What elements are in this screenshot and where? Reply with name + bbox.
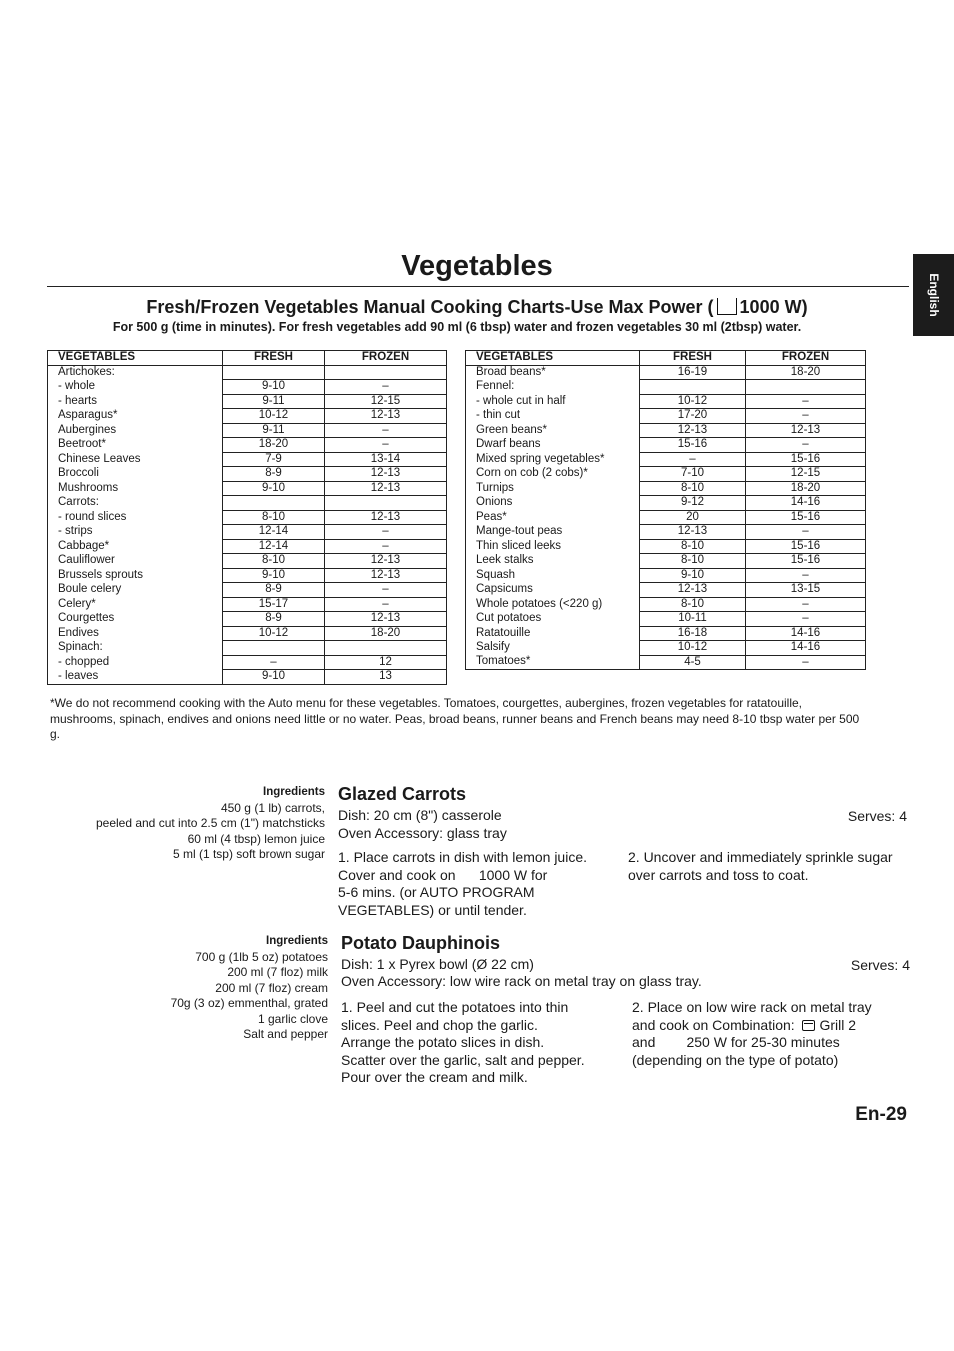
cell-fresh: 8-10 xyxy=(640,597,746,612)
ingredient-item: peeled and cut into 2.5 cm (1") matchsticks xyxy=(95,816,325,830)
cell-name: Onions xyxy=(466,496,640,511)
table-row xyxy=(466,423,866,438)
cell-name: Brussels sprouts xyxy=(48,568,223,583)
cell-frozen: – xyxy=(746,597,866,612)
cell-frozen xyxy=(746,380,866,395)
cell-frozen: 18-20 xyxy=(325,626,447,641)
table-row xyxy=(466,525,866,540)
table-row xyxy=(48,539,447,554)
table-row xyxy=(466,467,866,482)
col-header-vegetables: VEGETABLES xyxy=(48,351,223,366)
cell-name: Asparagus* xyxy=(48,409,223,424)
table-row xyxy=(48,496,447,511)
cell-frozen xyxy=(325,641,447,656)
cell-fresh: 8-9 xyxy=(223,583,325,598)
step-line: VEGETABLES) or until tender. xyxy=(338,901,527,918)
cell-frozen: – xyxy=(325,525,447,540)
cell-name: - leaves xyxy=(48,670,223,685)
cell-fresh: 9-10 xyxy=(640,568,746,583)
cell-fresh: 8-10 xyxy=(640,539,746,554)
grill-icon xyxy=(802,1020,815,1031)
cell-frozen: 14-16 xyxy=(746,496,866,511)
cell-name: Mixed spring vegetables* xyxy=(466,452,640,467)
cell-name: Whole potatoes (<220 g) xyxy=(466,597,640,612)
language-tab xyxy=(913,254,954,336)
cell-name: Cauliflower xyxy=(48,554,223,569)
ingredient-item: 60 ml (4 tbsp) lemon juice xyxy=(187,831,325,846)
cell-frozen: 12-13 xyxy=(325,568,447,583)
cell-frozen: 18-20 xyxy=(746,481,866,496)
ingredient-item: Salt and pepper xyxy=(243,1027,328,1041)
cell-name: - round slices xyxy=(48,510,223,525)
step-line: 2. Uncover and immediately sprinkle sugar xyxy=(628,849,893,865)
step-line: over carrots and toss to coat. xyxy=(628,866,809,883)
cell-name: Mushrooms xyxy=(48,481,223,496)
cell-name: - hearts xyxy=(48,394,223,409)
cell-fresh: 12-13 xyxy=(640,423,746,438)
cell-name: Ratatouille xyxy=(466,626,640,641)
cell-fresh: 18-20 xyxy=(223,438,325,453)
table-row xyxy=(466,394,866,409)
table-row xyxy=(48,394,447,409)
potatoes-serves: Serves: 4 xyxy=(850,957,910,973)
cell-frozen: – xyxy=(325,597,447,612)
cell-name: Chinese Leaves xyxy=(48,452,223,467)
cell-name: Cabbage* xyxy=(48,539,223,554)
cell-name: Aubergines xyxy=(48,423,223,438)
cell-frozen: 18-20 xyxy=(746,365,866,380)
cell-fresh: 10-11 xyxy=(640,612,746,627)
cell-name: Spinach: xyxy=(48,641,223,656)
ingredients-heading: Ingredients xyxy=(266,935,328,947)
cell-fresh: 15-16 xyxy=(640,438,746,453)
step-line: Scatter over the garlic, salt and pepper. xyxy=(341,1051,585,1068)
table-row xyxy=(48,554,447,569)
cell-name: Mange-tout peas xyxy=(466,525,640,540)
cell-name: Cut potatoes xyxy=(466,612,640,627)
cell-name: - thin cut xyxy=(466,409,640,424)
cell-fresh: 7-9 xyxy=(223,452,325,467)
cell-frozen: 12-15 xyxy=(325,394,447,409)
cell-name: Capsicums xyxy=(466,583,640,598)
cell-frozen xyxy=(325,496,447,511)
cell-frozen: – xyxy=(746,655,866,670)
cell-frozen: 12-15 xyxy=(746,467,866,482)
cell-name: Corn on cob (2 cobs)* xyxy=(466,467,640,482)
cell-name: Artichokes: xyxy=(48,365,223,380)
ingredient-item: 200 ml (7 floz) cream xyxy=(215,980,328,995)
cell-frozen: – xyxy=(746,438,866,453)
cell-frozen: 12-13 xyxy=(325,409,447,424)
chart-intro: For 500 g (time in minutes). For fresh vegetables add 90 ml (6 tbsp) water and frozen vegetables 30 ml (2tbsp) water. xyxy=(112,320,802,334)
table-row xyxy=(466,510,866,525)
cell-frozen: 15-16 xyxy=(746,510,866,525)
cell-name: - whole xyxy=(48,380,223,395)
cell-frozen: 12-13 xyxy=(325,467,447,482)
potatoes-step-2 xyxy=(632,999,930,1069)
col-header-fresh: FRESH xyxy=(223,351,325,366)
step-text: Grill 2 xyxy=(819,1016,857,1033)
cell-name: - strips xyxy=(48,525,223,540)
cell-frozen: – xyxy=(325,423,447,438)
table-row xyxy=(466,554,866,569)
table-row xyxy=(48,525,447,540)
cell-frozen: 12-13 xyxy=(325,612,447,627)
step-line: 1. Place carrots in dish with lemon juice. xyxy=(338,849,587,865)
table-row xyxy=(48,481,447,496)
cell-frozen: 13-14 xyxy=(325,452,447,467)
cell-frozen: 12-13 xyxy=(325,510,447,525)
page-number: En-29 xyxy=(855,1104,907,1125)
table-row xyxy=(48,423,447,438)
cell-fresh: 20 xyxy=(640,510,746,525)
cell-name: Courgettes xyxy=(48,612,223,627)
cell-frozen: – xyxy=(746,409,866,424)
table-row xyxy=(466,452,866,467)
carrots-dish: Dish: 20 cm (8") casserole xyxy=(338,807,502,823)
cell-name: Carrots: xyxy=(48,496,223,511)
table-row xyxy=(466,365,866,380)
table-row xyxy=(466,641,866,656)
cell-fresh: 10-12 xyxy=(223,626,325,641)
table-row xyxy=(48,380,447,395)
cell-name: Fennel: xyxy=(466,380,640,395)
chart-heading-pre: Fresh/Frozen Vegetables Manual Cooking Charts-Use Max Power ( xyxy=(146,297,714,317)
language-tab-label: English xyxy=(926,273,941,317)
cell-name: Endives xyxy=(48,626,223,641)
table-row xyxy=(466,583,866,598)
step-line: Arrange the potato slices in dish. xyxy=(341,1034,545,1050)
table-row xyxy=(466,568,866,583)
cell-name: Leek stalks xyxy=(466,554,640,569)
carrots-step-1 xyxy=(338,849,646,919)
cell-frozen: 14-16 xyxy=(746,626,866,641)
ingredient-item: 5 ml (1 tsp) soft brown sugar xyxy=(172,847,325,861)
cell-frozen: 15-16 xyxy=(746,554,866,569)
table-row xyxy=(48,583,447,598)
table-row xyxy=(466,539,866,554)
cell-frozen: 13 xyxy=(325,670,447,685)
cell-fresh xyxy=(640,380,746,395)
cell-name: Squash xyxy=(466,568,640,583)
potatoes-ingredients xyxy=(40,934,328,1043)
table-row xyxy=(466,612,866,627)
step-line: slices. Peel and chop the garlic. xyxy=(341,1016,538,1033)
cell-frozen: – xyxy=(746,612,866,627)
cell-name: Peas* xyxy=(466,510,640,525)
step-line: and 250 W for 25-30 minutes xyxy=(632,1034,840,1050)
table-row xyxy=(466,655,866,670)
col-header-frozen: FROZEN xyxy=(746,351,866,366)
cell-name: Beetroot* xyxy=(48,438,223,453)
cell-fresh: 9-10 xyxy=(223,380,325,395)
col-header-frozen: FROZEN xyxy=(325,351,447,366)
cell-frozen: – xyxy=(325,438,447,453)
ingredient-item: 200 ml (7 floz) milk xyxy=(227,965,328,979)
cell-name: Green beans* xyxy=(466,423,640,438)
chart-heading xyxy=(0,297,954,318)
title-divider xyxy=(47,286,909,287)
cell-frozen: – xyxy=(325,539,447,554)
col-header-vegetables: VEGETABLES xyxy=(466,351,640,366)
cell-fresh: 8-9 xyxy=(223,467,325,482)
cell-name: Boule celery xyxy=(48,583,223,598)
step-line: 1. Peel and cut the potatoes into thin xyxy=(341,999,569,1015)
cell-frozen: 13-15 xyxy=(746,583,866,598)
carrots-accessory: Oven Accessory: glass tray xyxy=(338,825,507,841)
cell-fresh: 16-19 xyxy=(640,365,746,380)
cell-fresh: 9-10 xyxy=(223,481,325,496)
cell-frozen: – xyxy=(746,394,866,409)
cell-fresh xyxy=(223,496,325,511)
step-line: Pour over the cream and milk. xyxy=(341,1069,528,1085)
footnote: *We do not recommend cooking with the Auto menu for these vegetables. Tomatoes, courgettes, aubergines, frozen vegetables for ratatouille, mushrooms, spinach, endives and onions need little or no water. Peas, broad beans, runner beans and French beans may need 8-10 tbsp water per 500 g. xyxy=(50,696,860,741)
table-row xyxy=(48,641,447,656)
carrots-step-2 xyxy=(628,849,931,884)
cell-fresh: 9-12 xyxy=(640,496,746,511)
cell-fresh: 16-18 xyxy=(640,626,746,641)
cell-frozen: 12-13 xyxy=(325,554,447,569)
recipe-title-potatoes: Potato Dauphinois xyxy=(341,933,500,953)
vegetable-table-right xyxy=(465,350,866,670)
cell-fresh: 12-14 xyxy=(223,525,325,540)
cell-fresh: 17-20 xyxy=(640,409,746,424)
table-row xyxy=(48,597,447,612)
step-line xyxy=(632,1016,930,1035)
cell-fresh: 12-13 xyxy=(640,583,746,598)
cell-fresh: – xyxy=(223,655,325,670)
table-row xyxy=(466,626,866,641)
table-row xyxy=(48,452,447,467)
step-text: and cook on Combination: xyxy=(632,1016,795,1033)
cell-fresh: 8-10 xyxy=(223,554,325,569)
cell-fresh: 10-12 xyxy=(640,641,746,656)
table-row xyxy=(48,612,447,627)
col-header-fresh: FRESH xyxy=(640,351,746,366)
cell-fresh: 8-10 xyxy=(223,510,325,525)
ingredient-item: 70g (3 oz) emmenthal, grated xyxy=(170,996,328,1010)
step-line: 2. Place on low wire rack on metal tray xyxy=(632,999,872,1015)
ingredient-item: 1 garlic clove xyxy=(257,1011,328,1026)
cell-frozen: 12 xyxy=(325,655,447,670)
cell-fresh: 8-10 xyxy=(640,554,746,569)
chart-heading-post: 1000 W) xyxy=(739,297,808,317)
table-row xyxy=(48,510,447,525)
cell-fresh: 10-12 xyxy=(640,394,746,409)
cell-fresh: 8-9 xyxy=(223,612,325,627)
step-line: 5-6 mins. (or AUTO PROGRAM xyxy=(338,884,535,900)
step-line: Cover and cook on 1000 W for xyxy=(338,866,548,883)
cell-name: Thin sliced leeks xyxy=(466,539,640,554)
cell-frozen: – xyxy=(746,568,866,583)
ingredients-heading: Ingredients xyxy=(263,786,325,798)
step-line: (depending on the type of potato) xyxy=(632,1051,839,1068)
table-row xyxy=(48,655,447,670)
cell-fresh: 9-10 xyxy=(223,670,325,685)
cell-name: Salsify xyxy=(466,641,640,656)
table-row xyxy=(466,438,866,453)
cell-name: Dwarf beans xyxy=(466,438,640,453)
cell-fresh: – xyxy=(640,452,746,467)
vegetable-table-left xyxy=(47,350,447,685)
table-row xyxy=(466,481,866,496)
table-row xyxy=(466,409,866,424)
cell-fresh: 9-11 xyxy=(223,394,325,409)
table-row xyxy=(48,365,447,380)
table-row xyxy=(48,568,447,583)
cell-fresh: 12-13 xyxy=(640,525,746,540)
microwave-power-icon xyxy=(717,298,737,315)
carrots-ingredients xyxy=(40,785,325,863)
recipe-title-carrots: Glazed Carrots xyxy=(338,784,467,804)
potatoes-dish: Dish: 1 x Pyrex bowl (Ø 22 cm) xyxy=(341,956,534,972)
cell-name: Broad beans* xyxy=(466,365,640,380)
cell-name: Tomatoes* xyxy=(466,655,640,670)
cell-fresh: 4-5 xyxy=(640,655,746,670)
carrots-serves: Serves: 4 xyxy=(847,808,907,824)
cell-frozen: 12-13 xyxy=(746,423,866,438)
table-row xyxy=(466,496,866,511)
table-row xyxy=(48,626,447,641)
cell-fresh: 7-10 xyxy=(640,467,746,482)
cell-frozen: 14-16 xyxy=(746,641,866,656)
cell-name: - whole cut in half xyxy=(466,394,640,409)
ingredient-item: 700 g (1lb 5 oz) potatoes xyxy=(195,949,328,964)
cell-fresh: 12-14 xyxy=(223,539,325,554)
cell-fresh: 9-11 xyxy=(223,423,325,438)
table-row xyxy=(48,467,447,482)
page-title: Vegetables xyxy=(401,250,553,282)
cell-frozen: – xyxy=(746,525,866,540)
cell-fresh xyxy=(223,365,325,380)
cell-name: Broccoli xyxy=(48,467,223,482)
cell-name: Turnips xyxy=(466,481,640,496)
table-row xyxy=(48,670,447,685)
cell-frozen: – xyxy=(325,583,447,598)
potatoes-step-1 xyxy=(341,999,649,1087)
cell-frozen: – xyxy=(325,380,447,395)
cell-fresh xyxy=(223,641,325,656)
cell-fresh: 15-17 xyxy=(223,597,325,612)
cell-fresh: 8-10 xyxy=(640,481,746,496)
cell-frozen xyxy=(325,365,447,380)
cell-name: Celery* xyxy=(48,597,223,612)
table-row xyxy=(48,409,447,424)
table-row xyxy=(48,438,447,453)
cell-fresh: 9-10 xyxy=(223,568,325,583)
ingredient-item: 450 g (1 lb) carrots, xyxy=(220,800,325,815)
cell-frozen: 12-13 xyxy=(325,481,447,496)
cell-frozen: 15-16 xyxy=(746,539,866,554)
potatoes-accessory: Oven Accessory: low wire rack on metal tray on glass tray. xyxy=(341,973,702,989)
table-row xyxy=(466,597,866,612)
cell-fresh: 10-12 xyxy=(223,409,325,424)
cell-frozen: 15-16 xyxy=(746,452,866,467)
table-row xyxy=(466,380,866,395)
cell-name: - chopped xyxy=(48,655,223,670)
